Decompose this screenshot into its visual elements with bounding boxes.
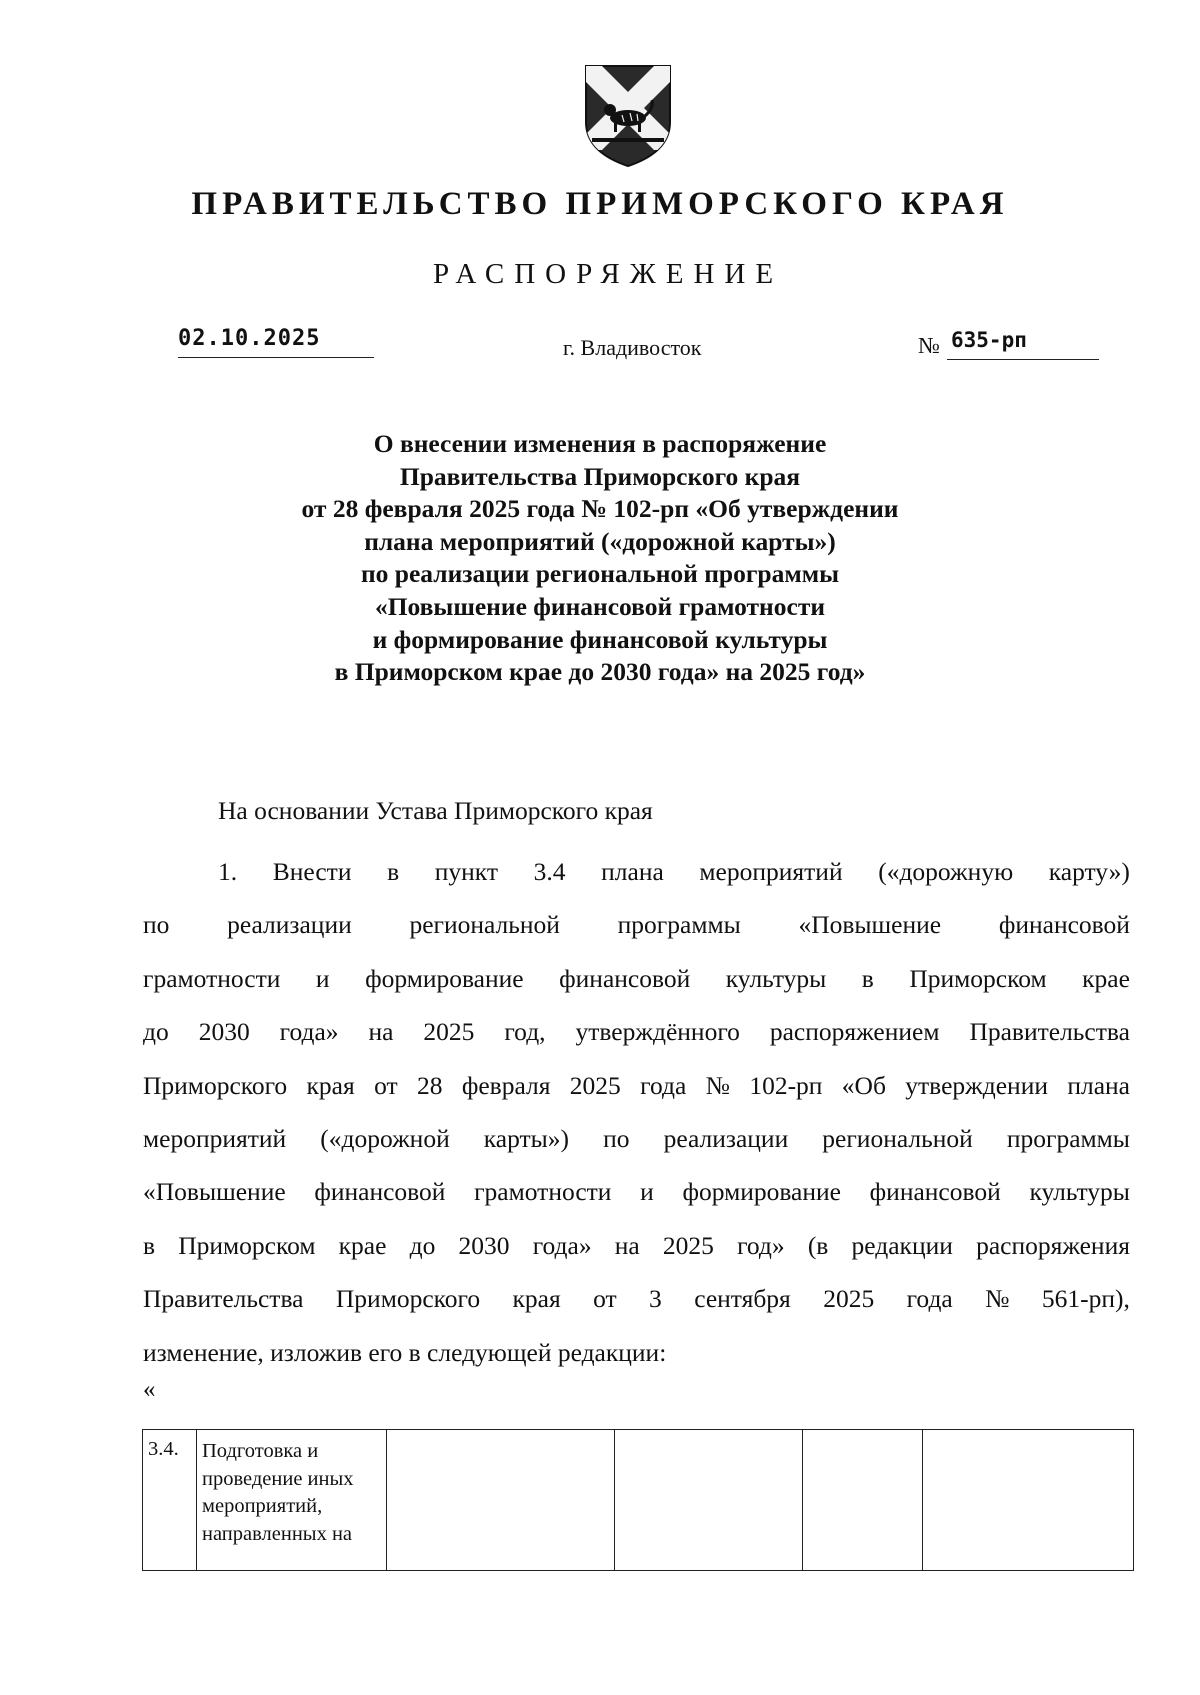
paragraph-word: плана	[1067, 1070, 1130, 1100]
paragraph-word: Приморского	[143, 1070, 288, 1100]
paragraph-line	[143, 1272, 1130, 1325]
paragraph-word: №	[985, 1284, 1010, 1314]
paragraph-word: 561-рп),	[1041, 1284, 1130, 1314]
heading-line: плана мероприятий («дорожной карты»)	[364, 526, 836, 556]
paragraph-word: «Об	[841, 1070, 886, 1100]
document-heading	[150, 428, 1050, 689]
basis-text: На основании Устава Приморского края	[218, 796, 653, 825]
paragraph-word: по	[143, 910, 170, 940]
paragraph-word: до	[409, 1230, 436, 1260]
paragraph-word: грамотности	[143, 963, 281, 993]
paragraph-1	[143, 845, 1130, 1379]
paragraph-word: программы	[1006, 1124, 1130, 1154]
paragraph-word: 2025	[423, 1017, 475, 1047]
paragraph-line	[143, 1219, 1130, 1272]
paragraph-word: Внести	[272, 857, 352, 886]
paragraph-word: Правительства	[969, 1017, 1130, 1047]
paragraph-word: «Повышение	[143, 1177, 286, 1207]
paragraph-word: от	[593, 1284, 617, 1314]
paragraph-line	[143, 1165, 1130, 1218]
paragraph-word: (в	[807, 1230, 829, 1260]
paragraph-word: Приморского	[335, 1284, 481, 1314]
paragraph-word: 1.	[218, 857, 238, 886]
paragraph-word: крае	[1082, 963, 1130, 993]
paragraph-word: февраля	[461, 1070, 551, 1100]
paragraph-word: мероприятий	[143, 1124, 287, 1154]
paragraph-word: программы	[617, 910, 741, 940]
paragraph-word: грамотности	[474, 1177, 612, 1207]
paragraph-word: года»	[532, 1230, 592, 1260]
paragraph-word: редакции	[851, 1230, 953, 1260]
paragraph-word: 2025	[662, 1230, 714, 1260]
paragraph-word: на	[368, 1017, 394, 1047]
paragraph-word: Правительства	[143, 1284, 304, 1314]
paragraph-word: финансовой	[998, 910, 1130, 940]
paragraph-word: год,	[504, 1017, 546, 1047]
government-title: ПРАВИТЕЛЬСТВО ПРИМОРСКОГО КРАЯ	[191, 186, 1009, 222]
heading-line: и формирование финансовой культуры	[372, 624, 828, 654]
paragraph-word: крае	[338, 1230, 387, 1260]
paragraph-word: края	[512, 1284, 561, 1314]
table-cell-empty	[803, 1430, 923, 1571]
paragraph-word: и	[315, 963, 330, 993]
paragraph-word: реализации	[663, 1124, 789, 1154]
primorsky-krai-coat-of-arms-icon	[572, 60, 684, 170]
paragraph-word: культуры	[725, 963, 827, 993]
paragraph-word: региональной	[822, 1124, 973, 1154]
paragraph-word: 2030	[458, 1230, 510, 1260]
paragraph-word: 102-рп	[749, 1070, 823, 1100]
document-number: 635-рп	[947, 328, 1099, 360]
table-cell-empty	[387, 1430, 615, 1571]
paragraph-word: 3.4	[533, 857, 566, 886]
paragraph-line	[143, 898, 1130, 951]
paragraph-line	[143, 952, 1130, 1005]
table-cell-line: направленных на	[202, 1522, 353, 1545]
paragraph-word: реализации	[227, 910, 352, 940]
paragraph-word: («дорожной	[320, 1124, 450, 1154]
paragraph-word: распоряжением	[769, 1017, 940, 1047]
paragraph-word: карту»)	[1048, 857, 1130, 886]
table-cell-empty	[615, 1430, 803, 1571]
table-cell-number: 3.4.	[143, 1430, 197, 1571]
opening-quote: «	[143, 1376, 156, 1403]
paragraph-word: 2025	[569, 1070, 621, 1100]
paragraph-word: плана	[601, 857, 664, 886]
paragraph-word: года	[640, 1070, 687, 1100]
paragraph-word: до	[143, 1017, 169, 1047]
paragraph-word: 28	[416, 1070, 443, 1100]
paragraph-word: мероприятий	[699, 857, 843, 886]
paragraph-word: 3	[649, 1284, 662, 1314]
paragraph-word: в	[387, 857, 400, 886]
paragraph-word: на	[614, 1230, 640, 1260]
paragraph-word: 2025	[823, 1284, 875, 1314]
table-cell-line: Подготовка и	[202, 1440, 319, 1462]
paragraph-word: распоряжения	[976, 1230, 1130, 1260]
table-cell-line: мероприятий,	[202, 1495, 323, 1517]
paragraph-line	[143, 845, 1130, 898]
paragraph-word: Приморском	[178, 1230, 316, 1260]
paragraph-line: изменение, изложив его в следующей редакции:	[143, 1337, 667, 1367]
paragraph-word: утверждении	[905, 1070, 1048, 1100]
heading-line: «Повышение финансовой грамотности	[374, 591, 826, 621]
paragraph-line	[143, 1059, 1130, 1112]
paragraph-word: сентября	[694, 1284, 791, 1314]
paragraph-line	[143, 1112, 1130, 1165]
paragraph-word: финансовой	[559, 963, 691, 993]
heading-line: по реализации региональной программы	[360, 559, 839, 589]
paragraph-word: карты»)	[483, 1124, 570, 1154]
paragraph-word: по	[603, 1124, 630, 1154]
paragraph-word: год»	[737, 1230, 785, 1260]
table-row	[143, 1430, 1134, 1571]
document-city: г. Владивосток	[563, 335, 702, 360]
heading-line: от 28 февраля 2025 года № 102-рп «Об утверждении	[301, 494, 899, 524]
table-cell-line: проведение иных	[202, 1467, 354, 1490]
plan-table	[142, 1429, 1134, 1571]
paragraph-word: от	[374, 1070, 398, 1100]
paragraph-word: в	[861, 963, 874, 993]
paragraph-word: в	[143, 1230, 156, 1260]
paragraph-word: формирование	[682, 1177, 841, 1207]
paragraph-word: года	[906, 1284, 953, 1314]
paragraph-word: формирование	[365, 963, 524, 993]
paragraph-word: «Повышение	[798, 910, 942, 940]
table-cell-text	[197, 1430, 387, 1571]
paragraph-word: финансовой	[869, 1177, 1001, 1207]
paragraph-word: пункт	[434, 857, 499, 886]
document-date: 02.10.2025	[178, 326, 374, 358]
heading-line: Правительства Приморского края	[399, 461, 801, 491]
paragraph-word: и	[640, 1177, 654, 1207]
paragraph-word: утверждённого	[575, 1017, 740, 1047]
document-type: РАСПОРЯЖЕНИЕ	[432, 258, 784, 290]
paragraph-word: культуры	[1029, 1177, 1130, 1207]
paragraph-word: года»	[279, 1017, 339, 1047]
heading-line: О внесении изменения в распоряжение	[373, 429, 827, 458]
table-cell-empty	[923, 1430, 1134, 1571]
paragraph-word: региональной	[409, 910, 560, 940]
number-sign: №	[918, 333, 940, 358]
paragraph-word: края	[306, 1070, 355, 1100]
heading-line: в Приморском крае до 2030 года» на 2025 год»	[334, 657, 866, 687]
paragraph-word: №	[705, 1070, 730, 1100]
paragraph-word: 2030	[198, 1017, 250, 1047]
paragraph-word: Приморском	[909, 963, 1047, 993]
paragraph-word: финансовой	[314, 1177, 446, 1207]
paragraph-line	[143, 1005, 1130, 1058]
paragraph-word: («дорожную	[878, 857, 1014, 886]
